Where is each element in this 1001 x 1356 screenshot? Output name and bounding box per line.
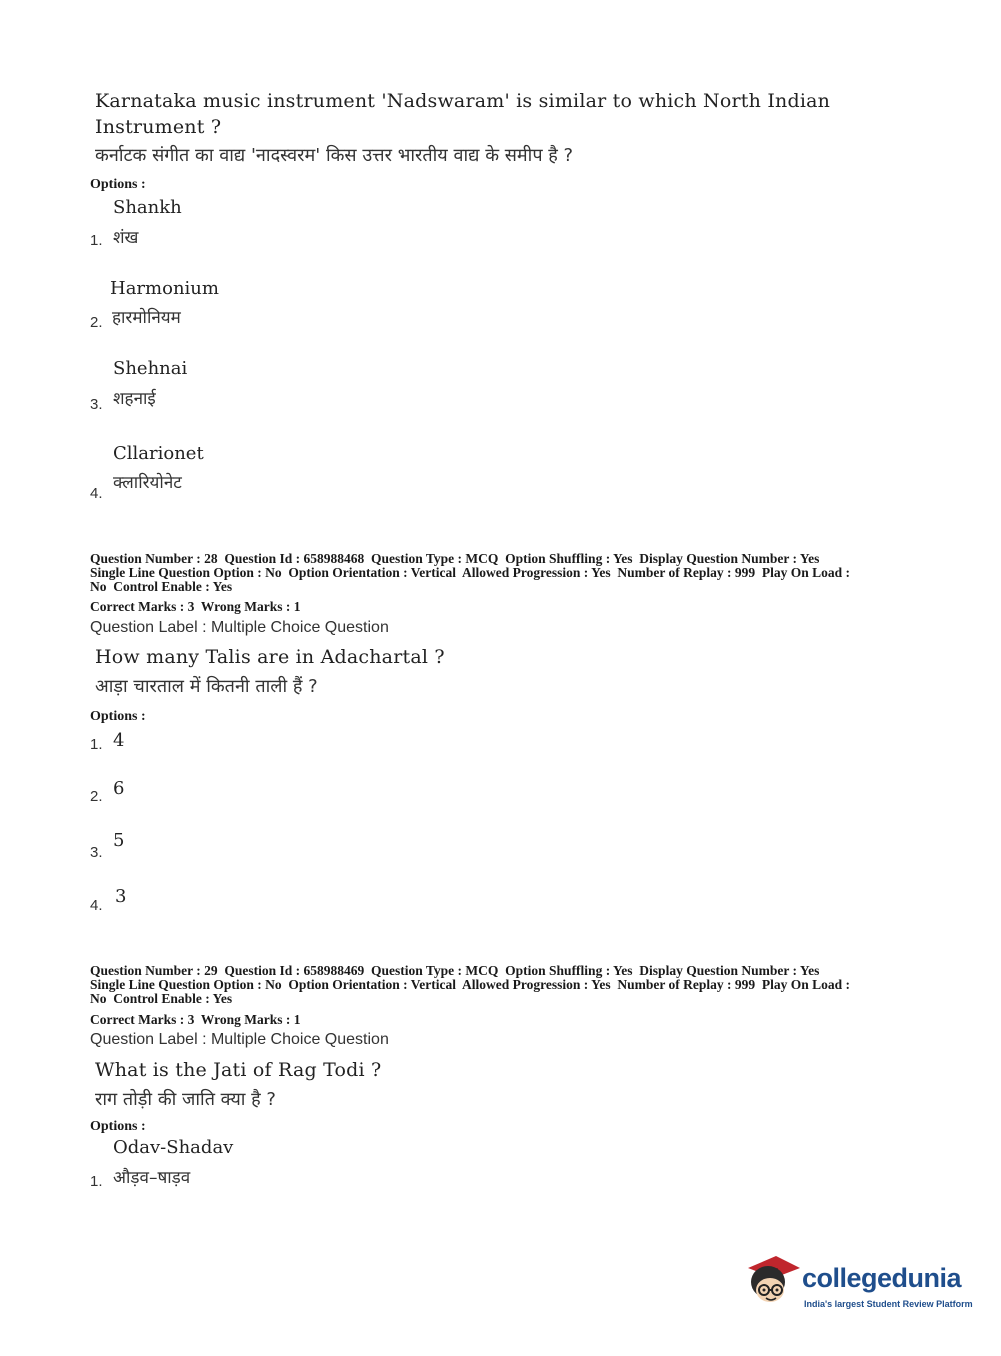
question-text-hi: आड़ा चारताल में कितनी ताली हैं ?: [95, 676, 318, 697]
option-text-hi: शंख: [113, 228, 139, 248]
option-value: 3: [115, 886, 127, 907]
collegedunia-logo: [742, 1248, 972, 1318]
question-text-hi: राग तोड़ी की जाति क्या है ?: [95, 1089, 276, 1110]
option-text-en: Shehnai: [113, 358, 188, 379]
marks-info: Correct Marks : 3 Wrong Marks : 1: [90, 599, 301, 614]
option-text-hi: हारमोनियम: [112, 308, 181, 328]
question-meta-line2: Single Line Question Option : No Option Orientation : Vertical Allowed Progression : Yes Number of Replay : 999 Play On Load :: [90, 565, 851, 580]
question-meta-line2: Single Line Question Option : No Option Orientation : Vertical Allowed Progression : Yes Number of Replay : 999 Play On Load :: [90, 977, 851, 992]
option-number: 1.: [90, 736, 103, 753]
option-number: 4.: [90, 485, 103, 502]
question-text-en: What is the Jati of Rag Todi ?: [95, 1059, 382, 1081]
logo-tagline: India's largest Student Review Platform: [804, 1299, 973, 1309]
option-text-en: Harmonium: [110, 278, 219, 299]
question-text-en: How many Talis are in Adachartal ?: [95, 646, 445, 668]
question-meta-line3: No Control Enable : Yes: [90, 991, 233, 1006]
option-text-en: Cllarionet: [113, 443, 204, 464]
option-number: 2.: [90, 788, 103, 805]
option-text-hi: शहनाई: [113, 389, 156, 409]
question-text-en-line1: Karnataka music instrument 'Nadswaram' is similar to which North Indian: [95, 90, 831, 112]
option-number: 3.: [90, 396, 103, 413]
options-label: Options :: [90, 177, 146, 192]
option-text-en: Odav-Shadav: [113, 1137, 234, 1158]
marks-info: Correct Marks : 3 Wrong Marks : 1: [90, 1012, 301, 1027]
option-number: 4.: [90, 897, 103, 914]
question-meta-line3: No Control Enable : Yes: [90, 579, 233, 594]
options-label: Options :: [90, 1119, 146, 1134]
option-number: 3.: [90, 844, 103, 861]
option-text-hi: औड़व–षाड़व: [113, 1168, 191, 1188]
option-text-en: Shankh: [113, 197, 182, 218]
graduate-mascot-icon: [742, 1248, 802, 1310]
question-meta-line1: Question Number : 28 Question Id : 658988468 Question Type : MCQ Option Shuffling : Yes Display Question Number : Yes: [90, 551, 820, 566]
option-number: 2.: [90, 314, 103, 331]
logo-name: collegedunia: [802, 1263, 962, 1293]
option-value: 5: [113, 830, 125, 851]
option-value: 4: [113, 730, 125, 751]
question-meta-line1: Question Number : 29 Question Id : 658988469 Question Type : MCQ Option Shuffling : Yes Display Question Number : Yes: [90, 963, 820, 978]
question-text-hi: कर्नाटक संगीत का वाद्य 'नादस्वरम' किस उत्तर भारतीय वाद्य के समीप है ?: [95, 145, 574, 166]
question-label: Question Label : Multiple Choice Question: [90, 1031, 389, 1048]
option-number: 1.: [90, 232, 103, 249]
option-text-hi: क्लारियोनेट: [113, 473, 182, 493]
option-value: 6: [113, 778, 125, 799]
options-label: Options :: [90, 709, 146, 724]
question-label: Question Label : Multiple Choice Question: [90, 619, 389, 636]
option-number: 1.: [90, 1173, 103, 1190]
question-text-en-line2: Instrument ?: [95, 116, 222, 138]
